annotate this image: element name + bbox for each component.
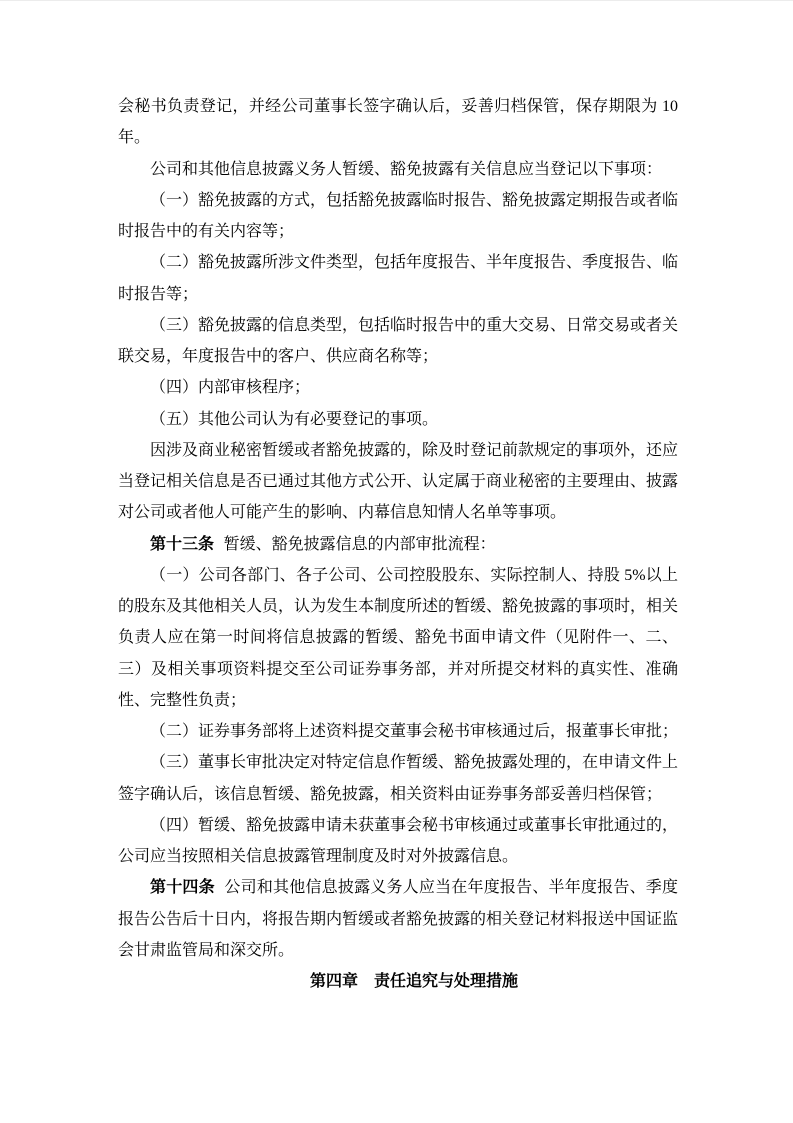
article-13-item-4: （四）暂缓、豁免披露申请未获董事会秘书审核通过或董事长审批通过的，公司应当按照相关信息披露管理制度及时对外披露信息。 xyxy=(118,816,679,865)
para-registration-intro: 公司和其他信息披露义务人暂缓、豁免披露有关信息应当登记以下事项： xyxy=(150,160,663,178)
chapter-4-heading xyxy=(118,966,678,997)
item-4-internal-review: （四）内部审核程序； xyxy=(150,379,311,397)
para-trade-secret: 因涉及商业秘密暂缓或者豁免披露的，除及时登记前款规定的事项外，还应当登记相关信息是否已通过其他方式公开、认定属于商业秘密的主要理由、披露对公司或者他人可能产生的影响、内幕信息知情人名单等事项。 xyxy=(118,441,679,522)
chapter-4-title: 责任追究与处理措施 xyxy=(374,973,519,990)
item-2-document-types: （二）豁免披露所涉文件类型，包括年度报告、半年度报告、季度报告、临时报告等； xyxy=(118,254,679,303)
item-1-disclosure-method: （一）豁免披露的方式，包括豁免披露临时报告、豁免披露定期报告或者临时报告中的有关内容等； xyxy=(118,191,679,240)
para-continuation-archive: 会秘书负责登记，并经公司董事长签字确认后，妥善归档保管，保存期限为 10年。 xyxy=(118,98,678,147)
item-3-information-types: （三）豁免披露的信息类型，包括临时报告中的重大交易、日常交易或者关联交易，年度报告中的客户、供应商名称等； xyxy=(118,316,679,365)
item-5-other-matters: （五）其他公司认为有必要登记的事项。 xyxy=(150,410,439,428)
article-14 xyxy=(118,872,678,966)
article-13-item-1: （一）公司各部门、各子公司、公司控股股东、实际控制人、持股 5%以上的股东及其他相关人员，认为发生本制度所述的暂缓、豁免披露的事项时，相关负责人应在第一时间将信息披露的暂缓、豁免书面申请文件（见附件一、二、三）及相关事项资料提交至公司证券事务部，并对所提交材料的真实性、准确性、完整性负责； xyxy=(118,566,679,709)
article-13-item-2: （二）证券事务部将上述资料提交董事会秘书审核通过后，报董事长审批； xyxy=(150,723,679,740)
article-13-number: 第十三条 xyxy=(150,535,215,553)
article-13-text: 暂缓、豁免披露信息的内部审批流程： xyxy=(223,535,496,553)
article-13-item-3: （三）董事长审批决定对特定信息作暂缓、豁免披露处理的，在申请文件上签字确认后，该信息暂缓、豁免披露，相关资料由证券事务部妥善归档保管； xyxy=(118,754,679,803)
article-14-text: 公司和其他信息披露义务人应当在年度报告、半年度报告、季度报告公告后十日内，将报告期内暂缓或者豁免披露的相关登记材料报送中国证监会甘肃监管局和深交所。 xyxy=(118,879,679,959)
chapter-4-number: 第四章 xyxy=(309,973,358,990)
article-13 xyxy=(118,529,678,560)
document-body xyxy=(118,91,678,997)
article-14-number: 第十四条 xyxy=(150,879,215,897)
